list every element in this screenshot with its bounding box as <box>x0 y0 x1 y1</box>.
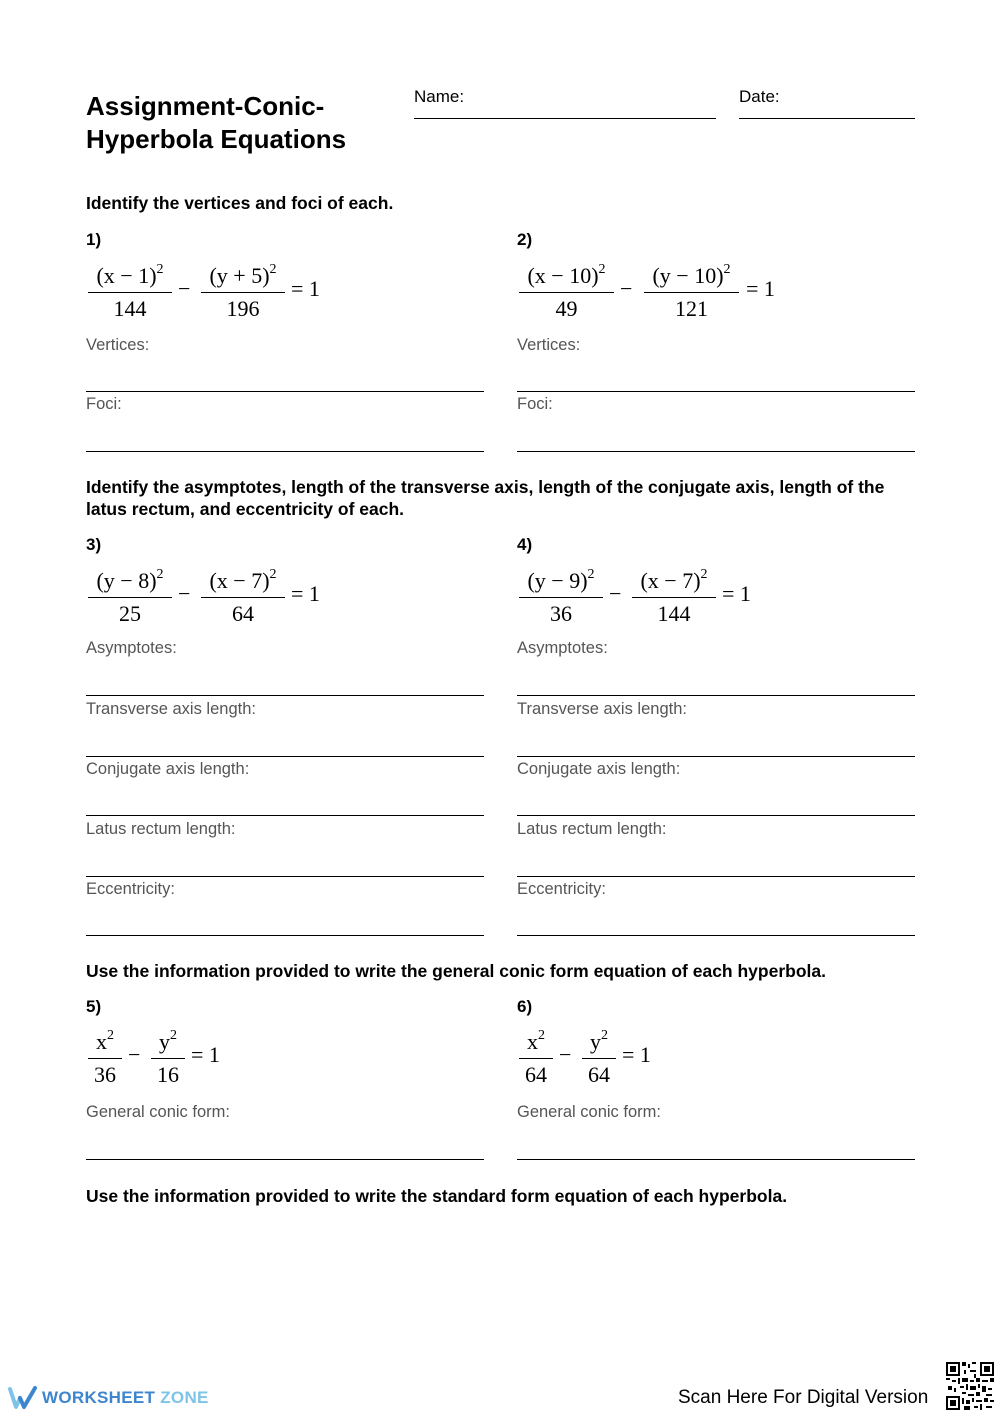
problem-2-vertices-label: Vertices: <box>517 336 581 354</box>
problem-5-equation: $\frac{x^2}{36}$ − $\frac{y^2}{16}$ = 1 <box>86 1028 286 1090</box>
section-3-instruction: Use the information provided to write the general conic form equation of each hyperbola. <box>86 961 826 981</box>
problem-3-latus-label: Latus rectum length: <box>86 820 236 838</box>
problem-5-general-form-answer-line[interactable] <box>86 1159 484 1160</box>
problem-4-transverse-answer-line[interactable] <box>517 756 915 757</box>
problem-3-asymptotes-label: Asymptotes: <box>86 639 177 657</box>
problem-3-latus-answer-line[interactable] <box>86 876 484 877</box>
logo-text-worksheet: WORKSHEET <box>42 1388 156 1407</box>
problem-6-general-form-label: General conic form: <box>517 1103 661 1121</box>
logo-text-zone: ZONE <box>160 1388 209 1407</box>
problem-1-vertices-answer-line[interactable] <box>86 391 484 392</box>
problem-3-eccentricity-label: Eccentricity: <box>86 880 175 898</box>
problem-4-conjugate-answer-line[interactable] <box>517 815 915 816</box>
problem-1-foci-answer-line[interactable] <box>86 451 484 452</box>
date-label: Date: <box>739 87 780 106</box>
name-line[interactable] <box>414 118 716 119</box>
problem-3-eccentricity-answer-line[interactable] <box>86 935 484 936</box>
problem-6-equation: $\frac{x^2}{64}$ − $\frac{y^2}{64}$ = 1 <box>517 1028 717 1090</box>
problem-6-general-form-answer-line[interactable] <box>517 1159 915 1160</box>
logo-w-icon <box>8 1386 38 1410</box>
problem-4-number: 4) <box>517 535 533 554</box>
problem-4-conjugate-label: Conjugate axis length: <box>517 760 681 778</box>
worksheet-zone-logo <box>8 1384 209 1412</box>
section-2-instruction: Identify the asymptotes, length of the transverse axis, length of the conjugate axis, length of the latus rectum, and eccentricity of each. <box>86 477 885 519</box>
problem-1-equation: $\frac{(x - 1)^2}{144}$ − $\frac{(y + 5)^2}{196}$ = 1 <box>86 262 346 324</box>
worksheet-title <box>86 90 346 156</box>
problem-4-eccentricity-answer-line[interactable] <box>517 935 915 936</box>
problem-1-foci-label: Foci: <box>86 395 122 413</box>
problem-5-general-form-label: General conic form: <box>86 1103 230 1121</box>
qr-code-icon[interactable] <box>946 1362 994 1410</box>
problem-3-conjugate-answer-line[interactable] <box>86 815 484 816</box>
problem-2-foci-label: Foci: <box>517 395 553 413</box>
name-label: Name: <box>414 87 465 106</box>
title-line-2: Hyperbola Equations <box>86 124 347 154</box>
problem-3-asymptotes-answer-line[interactable] <box>86 695 484 696</box>
problem-5-number: 5) <box>86 997 102 1016</box>
problem-4-latus-label: Latus rectum length: <box>517 820 667 838</box>
problem-1-vertices-label: Vertices: <box>86 336 150 354</box>
problem-4-equation: $\frac{(y - 9)^2}{36}$ − $\frac{(x - 7)^2}{144}$ = 1 <box>517 567 777 629</box>
problem-4-asymptotes-label: Asymptotes: <box>517 639 608 657</box>
problem-2-number: 2) <box>517 230 533 249</box>
problem-6-number: 6) <box>517 997 533 1016</box>
problem-2-equation: $\frac{(x - 10)^2}{49}$ − $\frac{(y - 10)^2}{121}$ = 1 <box>517 262 797 324</box>
problem-1-number: 1) <box>86 230 102 249</box>
problem-4-transverse-label: Transverse axis length: <box>517 700 687 718</box>
section-4-instruction: Use the information provided to write the standard form equation of each hyperbola. <box>86 1186 788 1206</box>
title-line-1: Assignment-Conic- <box>86 91 325 121</box>
problem-3-conjugate-label: Conjugate axis length: <box>86 760 250 778</box>
problem-3-transverse-answer-line[interactable] <box>86 756 484 757</box>
problem-4-asymptotes-answer-line[interactable] <box>517 695 915 696</box>
scan-digital-text: Scan Here For Digital Version <box>678 1387 929 1408</box>
problem-3-transverse-label: Transverse axis length: <box>86 700 256 718</box>
date-line[interactable] <box>739 118 915 119</box>
problem-2-vertices-answer-line[interactable] <box>517 391 915 392</box>
problem-4-eccentricity-label: Eccentricity: <box>517 880 606 898</box>
problem-2-foci-answer-line[interactable] <box>517 451 915 452</box>
problem-3-number: 3) <box>86 535 102 554</box>
problem-4-latus-answer-line[interactable] <box>517 876 915 877</box>
section-1-instruction: Identify the vertices and foci of each. <box>86 193 394 213</box>
problem-3-equation: $\frac{(y - 8)^2}{25}$ − $\frac{(x - 7)^2}{64}$ = 1 <box>86 567 346 629</box>
